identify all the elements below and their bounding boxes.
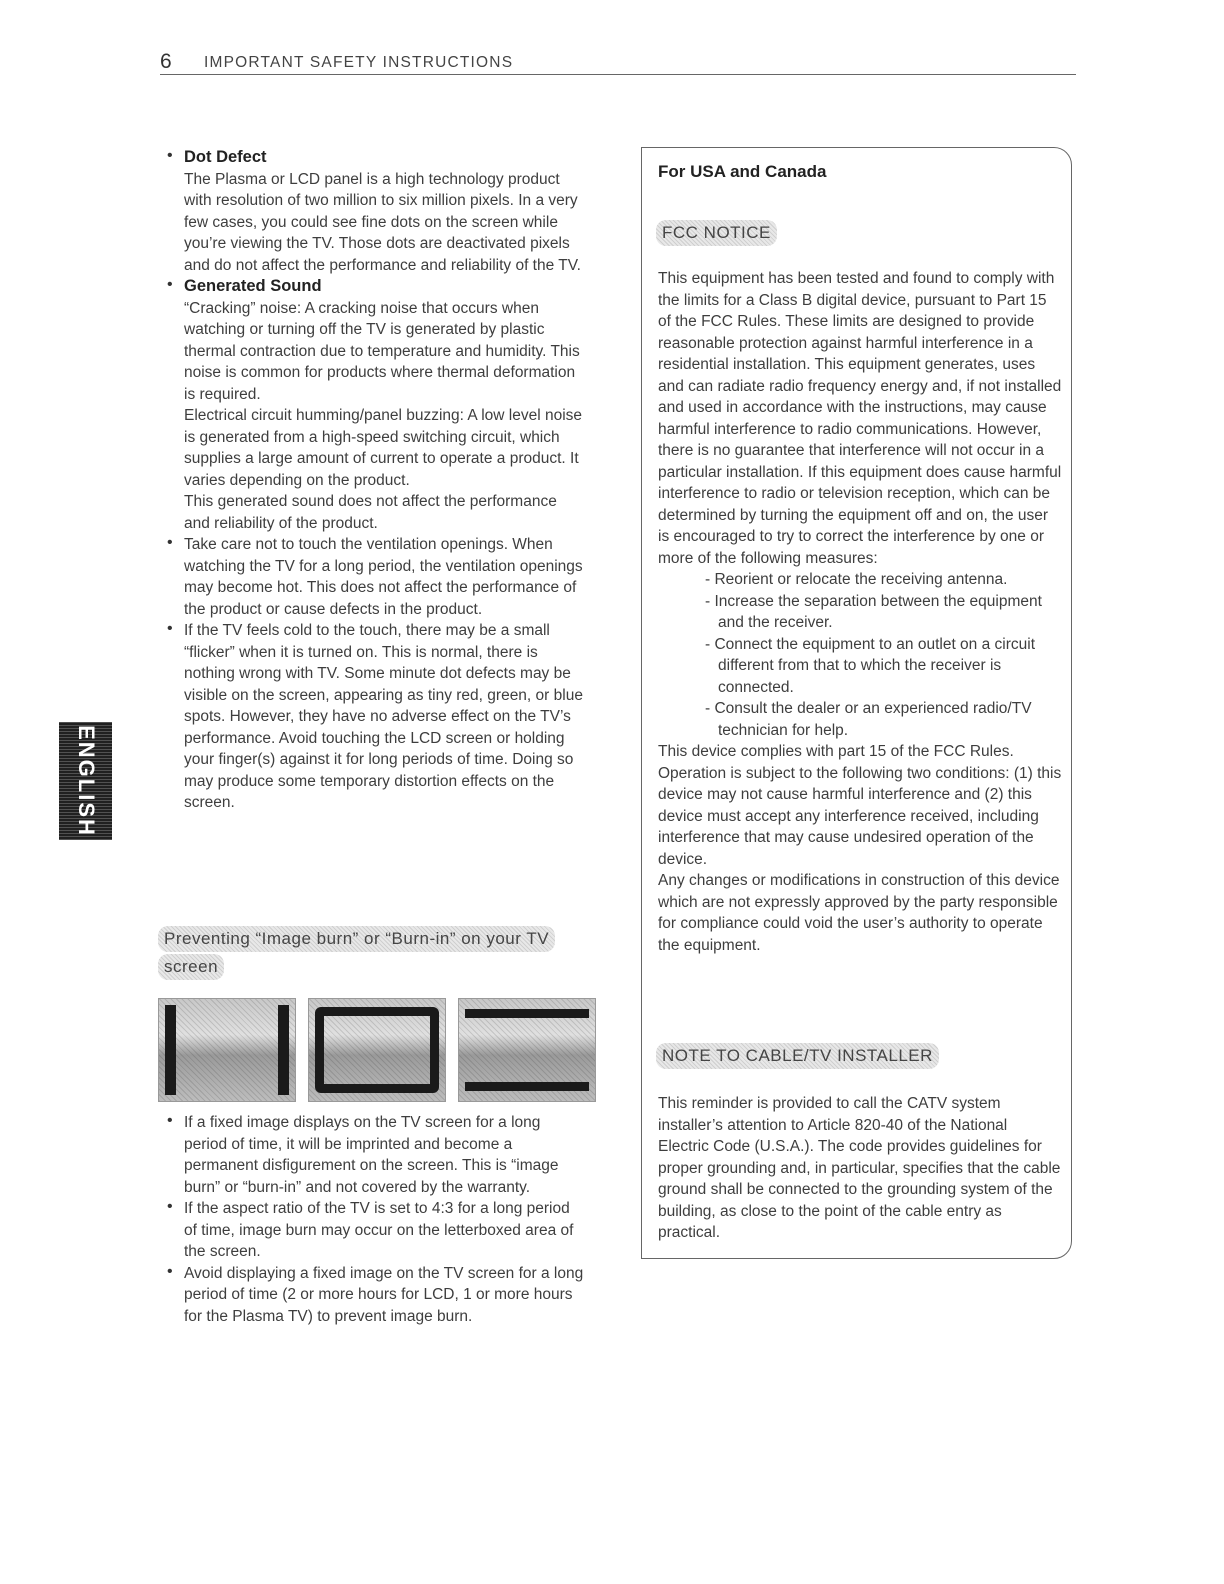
fcc-notice-heading <box>656 220 777 246</box>
burn-in-illustrations <box>158 998 594 1100</box>
burn-in-list <box>164 1112 584 1327</box>
item-paragraph: The Plasma or LCD panel is a high technology product with resolution of two million to six million pixels. In a very few cases, you could see fine dots on the screen while you’re viewing the TV. Those dots are deactivated pixels and do not affect the performance and reliability of the TV. <box>184 170 581 274</box>
list-item-ventilation <box>164 534 584 620</box>
region-title: For USA and Canada <box>658 162 827 181</box>
fcc-notice-box <box>641 147 1072 1259</box>
catv-paragraph: This reminder is provided to call the CATV system installer’s attention to Article 820-40 of the National Electric Code (U.S.A.). The code provides guidelines for proper grounding and, in particular, specifies that the cable ground shall be connected to the grounding system of the building, as close to the point of the cable entry as practical. <box>658 1095 1061 1241</box>
pillarbox-left-bar <box>165 1005 176 1095</box>
left-column <box>164 147 584 814</box>
list-item <box>164 1112 584 1198</box>
language-side-tab-label: ENGLISH <box>73 725 99 837</box>
item-paragraph: If the TV feels cold to the touch, there may be a small “flicker” when it is turned on. This is normal, there is nothing wrong with TV. Some minute dot defects may be visible on the screen, appearing as tiny red, green, or blue spots. However, they have no adverse effect on the TV’s performance. Avoid touching the LCD screen or holding your finger(s) against it for long periods of time. Doing so may produce some temporary distortion effects on the screen. <box>184 622 583 811</box>
bullet-icon: • <box>167 1112 173 1129</box>
bullet-icon: • <box>167 1262 173 1280</box>
item-heading: Dot Defect <box>184 148 267 166</box>
burn-in-banner-line1: Preventing “Image burn” or “Burn-in” on your TV <box>158 926 555 952</box>
header-divider <box>160 74 1076 75</box>
catv-installer-heading <box>656 1043 939 1069</box>
language-side-tab <box>59 722 112 840</box>
fcc-paragraph: This equipment has been tested and found to comply with the limits for a Class B digital device, pursuant to Part 15 of the FCC Rules. These limits are designed to provide reasonable protection against harmful interference in a residential installation. This equipment generates, uses and can radiate radio frequency energy and, if not installed and used in accordance with the instructions, may cause harmful interference to radio communications. However, there is no guarantee that interference will not occur in a particular installation. If this equipment does cause harmful interference to radio or television reception, which can be determined by turning the equipment off and on, the user is encouraged to try to correct the interference by one or more of the following measures: <box>658 270 1062 567</box>
item-paragraph: This generated sound does not affect the performance and reliability of the product. <box>184 493 557 532</box>
list-item <box>164 1263 584 1328</box>
item-paragraph: “Cracking” noise: A cracking noise that occurs when watching or turning off the TV is generated by plastic thermal contraction due to temperature and humidity. This noise is common for products where thermal deformation is required. <box>184 299 580 403</box>
fcc-notice-banner: FCC NOTICE <box>656 220 777 246</box>
burn-in-banner-line2: screen <box>158 954 224 980</box>
tv-letterbox-image <box>458 998 596 1102</box>
screen-frame <box>315 1007 439 1093</box>
fcc-body <box>658 268 1062 956</box>
list-item <box>164 1198 584 1263</box>
bullet-icon: • <box>167 147 173 164</box>
bullet-icon: • <box>167 276 173 293</box>
tv-pillarbox-image <box>158 998 296 1102</box>
measure-item: - Reorient or relocate the receiving antenna. <box>705 571 1008 588</box>
catv-installer-banner: NOTE TO CABLE/TV INSTALLER <box>656 1043 939 1069</box>
item-heading: Generated Sound <box>184 277 322 295</box>
compliance-paragraph: This device complies with part 15 of the FCC Rules. Operation is subject to the following two conditions: (1) this device may not cause harmful interference and (2) this device must accept any interference received, including interference that may cause undesired operation of the device. <box>658 743 1062 868</box>
tv-framed-image <box>308 998 446 1102</box>
page-header-title: IMPORTANT SAFETY INSTRUCTIONS <box>204 54 514 71</box>
list-item-generated-sound <box>164 276 584 534</box>
catv-body <box>658 1093 1062 1244</box>
item-paragraph: Electrical circuit humming/panel buzzing: A low level noise is generated from a high-speed switching circuit, which supplies a large amount of current to operate a product. It varies depending on the product. <box>184 407 583 489</box>
item-paragraph: If the aspect ratio of the TV is set to 4:3 for a long period of time, image burn may occur on the letterboxed area of the screen. <box>184 1200 574 1260</box>
bullet-icon: • <box>167 534 173 551</box>
item-paragraph: If a fixed image displays on the TV screen for a long period of time, it will be imprinted and become a permanent disfigurement on the screen. This is “image burn” or “burn-in” and not covered by the warranty. <box>184 1114 559 1196</box>
measure-item: - Connect the equipment to an outlet on a circuit different from that to which the receiver is connected. <box>705 635 1036 696</box>
letterbox-bottom-bar <box>465 1082 589 1091</box>
item-paragraph: Avoid displaying a fixed image on the TV screen for a long period of time (2 or more hours for LCD, 1 or more hours for the Plasma TV) to prevent image burn. <box>184 1264 584 1325</box>
item-paragraph: Take care not to touch the ventilation openings. When watching the TV for a long period, the ventilation openings may become hot. This does not affect the performance of the product or cause defects in the product. <box>184 536 583 618</box>
letterbox-top-bar <box>465 1009 589 1018</box>
bullet-icon: • <box>167 620 173 637</box>
changes-paragraph: Any changes or modifications in construction of this device which are not expressly approved by the party responsible for compliance could void the user’s authority to operate the equipment. <box>658 872 1060 954</box>
measure-item: - Increase the separation between the equipment and the receiver. <box>705 592 1042 631</box>
bullet-icon: • <box>167 1198 173 1215</box>
list-item-dot-defect <box>164 147 584 276</box>
burn-in-section-heading <box>158 926 598 982</box>
list-item-cold-flicker <box>164 620 584 814</box>
pillarbox-right-bar <box>278 1005 289 1095</box>
measure-item: - Consult the dealer or an experienced radio/TV technician for help. <box>705 700 1032 739</box>
page-number: 6 <box>160 50 172 73</box>
measures-list <box>658 569 1062 741</box>
